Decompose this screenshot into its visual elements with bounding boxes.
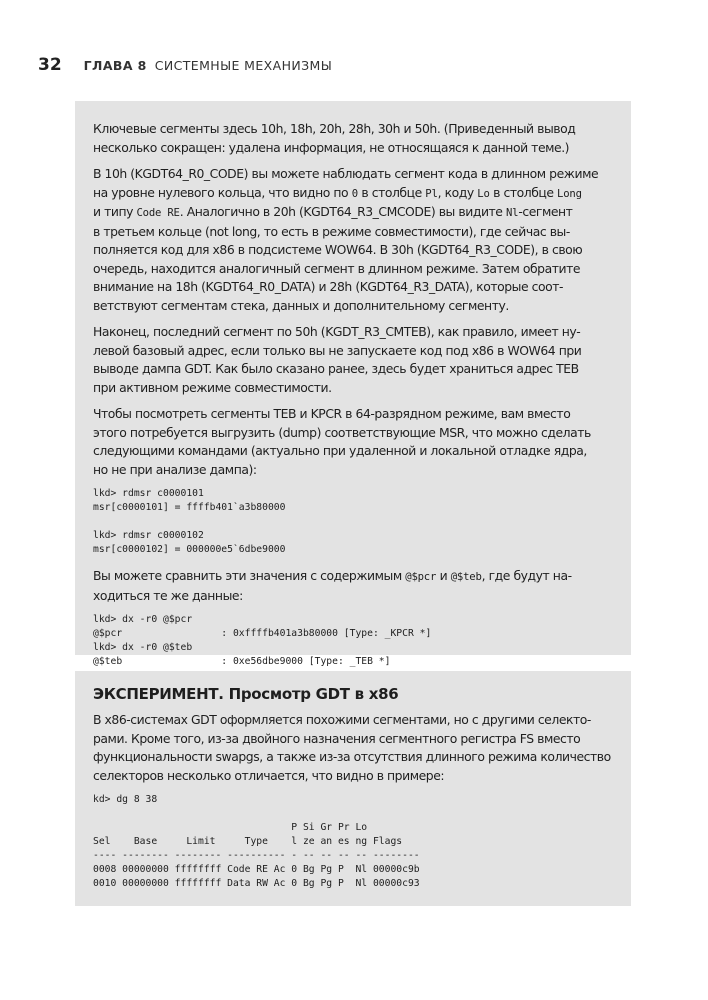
- text-line: Наконец, последний сегмент по 50h (KGDT_R3_CMTEB), как правило, имеет ну-: [93, 324, 581, 339]
- text-line: селекторов несколько отличается, что видно в примере:: [93, 767, 445, 783]
- text-line: Ключевые сегменты здесь 10h, 18h, 20h, 28h, 30h и 50h. (Приведенный вывод: [93, 121, 576, 136]
- text-line: выводе дампа GDT. Как было сказано ранее, здесь будет храниться адрес TEB: [93, 361, 579, 376]
- text-span: в столбце: [357, 184, 426, 200]
- code-line: msr[c0000102] = 000000e5`6dbe9000: [93, 544, 286, 555]
- paragraph-segment-details: [93, 165, 613, 315]
- text-span: в столбце: [489, 184, 558, 200]
- code-line: lkd> rdmsr c0000101: [93, 488, 204, 499]
- inline-code: Nl: [505, 207, 519, 219]
- text-line: рами. Кроме того, из-за двойного назначения сегментного регистра FS вместо: [93, 730, 581, 746]
- text-line: [93, 567, 613, 587]
- chapter-label: ГЛАВА 8: [83, 58, 147, 73]
- paragraph-last-segment: [93, 323, 613, 397]
- code-line: @$pcr : 0xffffb401a3b80000 [Type: _KPCR *]: [93, 628, 432, 639]
- experiment-title: ЭКСПЕРИМЕНТ. Просмотр GDT в x86: [93, 685, 399, 703]
- code-line: lkd> dx -r0 @$teb: [93, 642, 193, 653]
- text-span: и типу: [93, 204, 137, 219]
- text-span: -сегмент: [518, 204, 573, 219]
- code-line: lkd> dx -r0 @$pcr: [93, 614, 193, 625]
- text-span: , где будут на-: [481, 568, 572, 583]
- code-line: P Si Gr Pr Lo: [93, 822, 368, 833]
- text-line: В x86-системах GDT оформляется похожими сегментами, но с другими селекто-: [93, 712, 591, 727]
- text-span: , коду: [437, 184, 478, 200]
- inline-code: 0: [351, 187, 358, 200]
- code-line: msr[c0000101] = ffffb401`a3b80000: [93, 502, 286, 513]
- paragraph-msr-dump: [93, 405, 613, 479]
- code-line: @$teb : 0xe56dbe9000 [Type: _TEB *]: [93, 656, 391, 667]
- paragraph-x86-gdt: [93, 711, 613, 785]
- text-line: Чтобы посмотреть сегменты TEB и KPCR в 64-разрядном режиме, вам вместо: [93, 406, 571, 421]
- text-line: В 10h (KGDT64_R0_CODE) вы можете наблюдать сегмент кода в длинном режиме: [93, 166, 599, 181]
- text-line: при активном режиме совместимости.: [93, 379, 332, 395]
- code-block-rdmsr: [93, 487, 613, 557]
- sidebar-box-segments: [75, 101, 631, 667]
- text-span: Вы можете сравнить эти значения с содержимым: [93, 568, 406, 583]
- text-span: . Аналогично в 20h (KGDT64_R3_CMCODE) вы видите: [179, 204, 506, 219]
- text-line: левой базовый адрес, если только вы не запускаете код под x86 в WOW64 при: [93, 342, 582, 358]
- text-line: этого потребуется выгрузить (dump) соответствующие MSR, что можно сделать: [93, 424, 591, 440]
- page-header: [38, 55, 332, 77]
- page-number: 32: [38, 55, 62, 75]
- code-line: Sel Base Limit Type l ze an es ng Flags: [93, 836, 403, 847]
- code-line: kd> dg 8 38: [93, 794, 158, 805]
- text-span: на уровне нулевого кольца, что видно по: [93, 184, 352, 200]
- inline-code: @$pcr: [405, 571, 437, 583]
- inline-code: Long: [557, 187, 582, 200]
- code-block-dg: [93, 793, 613, 891]
- inline-code: Lo: [477, 187, 490, 200]
- text-line: в третьем кольце (not long, то есть в режиме совместимости), где сейчас вы-: [93, 223, 570, 239]
- code-line: lkd> rdmsr c0000102: [93, 530, 204, 541]
- paragraph-key-segments: [93, 120, 613, 157]
- text-line: функциональности swapgs, а также из-за отсутствия длинного режима количество: [93, 749, 611, 764]
- text-line: [93, 203, 613, 223]
- chapter-title: СИСТЕМНЫЕ МЕХАНИЗМЫ: [154, 58, 333, 73]
- text-line: внимание на 18h (KGDT64_R0_DATA) и 28h (KGDT64_R3_DATA), которые соот-: [93, 279, 564, 294]
- text-line: очередь, находится аналогичный сегмент в длинном режиме. Затем обратите: [93, 260, 581, 276]
- paragraph-compare-values: [93, 567, 613, 605]
- text-line: ходиться те же данные:: [93, 587, 243, 603]
- code-line: 0008 00000000 ffffffff Code RE Ac 0 Bg Pg P Nl 00000c9b: [93, 864, 420, 875]
- code-block-dx: [93, 613, 613, 669]
- text-line: полняется код для x86 в подсистеме WOW64. В 30h (KGDT64_R3_CODE), в свою: [93, 242, 583, 257]
- code-line: ---- -------- -------- ---------- - -- -- -- -- --------: [93, 850, 420, 861]
- text-line: ветствуют сегментам стека, данных и дополнительному сегменту.: [93, 297, 509, 313]
- code-line: 0010 00000000 ffffffff Data RW Ac 0 Bg Pg P Nl 00000c93: [93, 878, 420, 889]
- text-line: несколько сокращен: удалена информация, не относящаяся к данной теме.): [93, 139, 570, 155]
- inline-code: Code RE: [136, 207, 180, 219]
- experiment-box: [75, 671, 631, 906]
- text-line: следующими командами (актуально при удаленной и локальной отладке ядра,: [93, 443, 587, 458]
- text-span: и: [436, 568, 451, 583]
- text-line: но не при анализе дампа):: [93, 461, 257, 477]
- text-line: [93, 184, 613, 204]
- inline-code: @$teb: [450, 571, 482, 583]
- inline-code: Pl: [425, 187, 438, 200]
